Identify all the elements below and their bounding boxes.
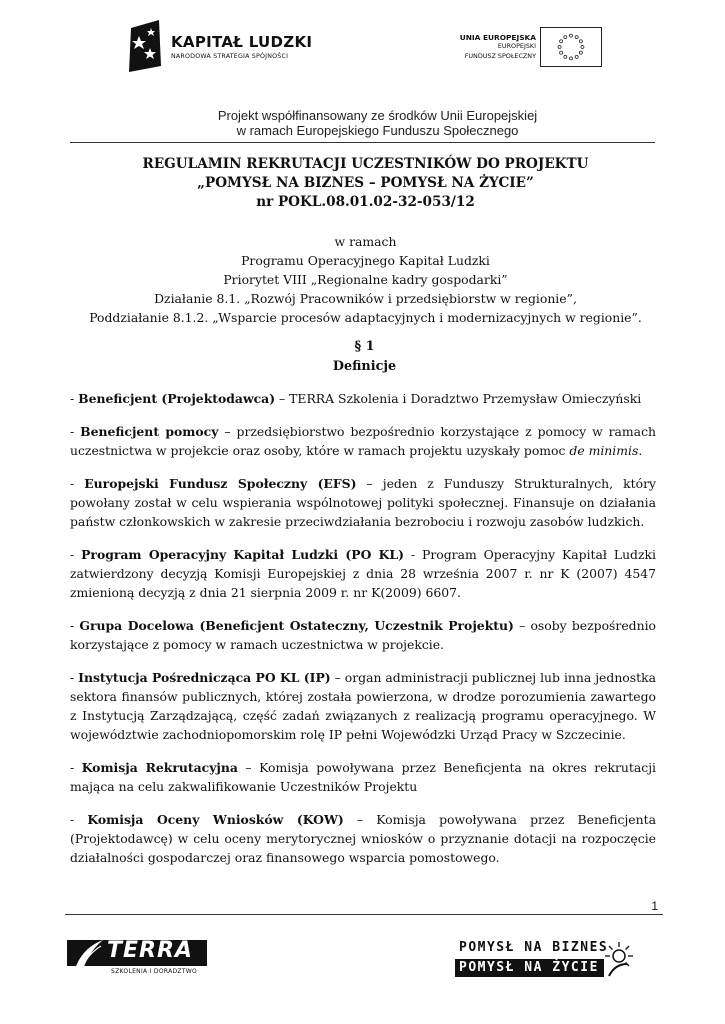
intro-line-3: Priorytet VIII „Regionalne kadry gospodarki” xyxy=(223,272,508,287)
definition-term: Program Operacyjny Kapitał Ludzki (PO KL) xyxy=(81,547,404,562)
kapital-ludzki-emblem-icon xyxy=(125,20,165,72)
definition-term: Komisja Rekrutacyjna xyxy=(81,760,238,775)
definition-term: Europejski Fundusz Społeczny (EFS) xyxy=(84,476,357,491)
definition-term: Beneficjent (Projektodawca) xyxy=(78,391,276,406)
definition-item: - Komisja Oceny Wniosków (KOW) – Komisja powoływana przez Beneficjenta (Projektodawcę) w celu oceny merytorycznej wniosków o przyznanie dotacji na rozpoczęcie działalności gospodarczej oraz finansowego wsparcia pomostowego. xyxy=(70,812,656,865)
definition-item: - Program Operacyjny Kapitał Ludzki (PO KL) - Program Operacyjny Kapitał Ludzki zatwierdzony decyzją Komisji Europejskiej z dnia 28 września 2007 r. nr K (2007) 4547 zmienioną decyzją z dnia 21 sierpnia 2009 r. nr K(2009) 6607. xyxy=(70,547,656,600)
terra-swoosh-icon xyxy=(71,938,105,978)
definition-item: - Beneficjent pomocy – przedsiębiorstwo bezpośrednio korzystające z pomocy w ramach uczestnictwa w projekcie oraz osoby, które w ramach projektu uzyskały pomoc de minimis. xyxy=(70,424,656,458)
definition-item: - Instytucja Pośrednicząca PO KL (IP) – organ administracji publicznej lub inna jednostka sektora finansów publicznych, której została powierzona, w drodze porozumienia zawartego z Instytucją Zarządzającą, część zadań związanych z realizacją programu operacyjnego. W województwie zachodniopomorskim rolę IP pełni Wojewódzki Urząd Pracy w Szczecinie. xyxy=(70,670,656,742)
pomysl-na-biznes-logo xyxy=(455,940,637,984)
terra-logo xyxy=(67,936,207,980)
ue-subtitle-2: FUNDUSZ SPOŁECZNY xyxy=(464,51,536,60)
intro-line-1: w ramach xyxy=(334,234,397,249)
kapital-ludzki-subtitle: NARODOWA STRATEGIA SPÓJNOŚCI xyxy=(171,52,289,60)
kapital-ludzki-title: KAPITAŁ LUDZKI xyxy=(171,32,313,51)
definition-item: - Komisja Rekrutacyjna – Komisja powoływana przez Beneficjenta na okres rekrutacji mająca na celu zakwalifikowanie Uczestników Projektu xyxy=(70,760,656,794)
definition-term: Komisja Oceny Wniosków (KOW) xyxy=(87,812,344,827)
definition-term: Instytucja Pośrednicząca PO KL (IP) xyxy=(78,670,331,685)
definition-item: - Grupa Docelowa (Beneficjent Ostateczny, Uczestnik Projektu) – osoby bezpośrednio korzystające z pomocy w ramach uczestnictwa w projekcie. xyxy=(70,618,656,652)
footer-divider xyxy=(65,914,663,915)
terra-subtitle: SZKOLENIA I DORADZTWO xyxy=(111,968,198,975)
definition-item: - Beneficjent (Projektodawca) – TERRA Szkolenia i Doradztwo Przemysław Omieczyński xyxy=(70,391,642,406)
lightbulb-sun-icon xyxy=(597,940,637,980)
definition-term: Grupa Docelowa (Beneficjent Ostateczny, Uczestnik Projektu) xyxy=(79,618,514,633)
intro-line-4: Działanie 8.1. „Rozwój Pracowników i przedsiębiorstw w regionie”, xyxy=(154,291,577,306)
definitions-list xyxy=(70,389,656,881)
eu-efs-logo xyxy=(440,27,602,67)
cofinancing-note xyxy=(0,108,725,138)
intro-line-5: Poddziałanie 8.1.2. „Wsparcie procesów adaptacyjnych i modernizacyjnych w regionie”. xyxy=(89,310,642,325)
cofinancing-line-2: w ramach Europejskiego Funduszu Społecznego xyxy=(236,123,519,138)
document-title xyxy=(0,155,725,212)
title-line-2: „POMYSŁ NA BIZNES – POMYSŁ NA ŻYCIE” xyxy=(197,175,534,191)
header-divider xyxy=(70,142,655,143)
intro-line-2: Programu Operacyjnego Kapitał Ludzki xyxy=(241,253,490,268)
section-number: § 1 xyxy=(354,339,375,354)
ue-subtitle-1: EUROPEJSKI xyxy=(497,42,536,51)
title-line-1: REGULAMIN REKRUTACJI UCZESTNIKÓW DO PROJEKTU xyxy=(142,156,589,172)
eu-flag-icon xyxy=(540,27,602,67)
ue-title: UNIA EUROPEJSKA xyxy=(459,32,536,42)
page-number: 1 xyxy=(651,899,658,913)
pnb-line-2: POMYSŁ NA ŻYCIE xyxy=(455,959,604,977)
definition-item: - Europejski Fundusz Społeczny (EFS) – jeden z Funduszy Strukturalnych, który powołany został w celu wspierania wspólnotowej polityki społecznej. Finansuje on działania państw członkowskich w zakresie przeciwdziałania bezrobociu i rozwoju zasobów ludzkich. xyxy=(70,476,656,529)
program-context xyxy=(0,232,725,327)
kapital-ludzki-logo xyxy=(125,18,315,74)
cofinancing-line-1: Projekt współfinansowany ze środków Unii Europejskiej xyxy=(217,108,538,123)
definition-term: Beneficjent pomocy xyxy=(80,424,219,439)
pnb-line-1: POMYSŁ NA BIZNES xyxy=(459,940,609,955)
section-heading xyxy=(0,337,725,377)
title-line-3: nr POKL.08.01.02-32-053/12 xyxy=(256,194,475,210)
terra-wordmark: TERRA xyxy=(107,938,193,963)
section-title: Definicje xyxy=(332,359,397,374)
